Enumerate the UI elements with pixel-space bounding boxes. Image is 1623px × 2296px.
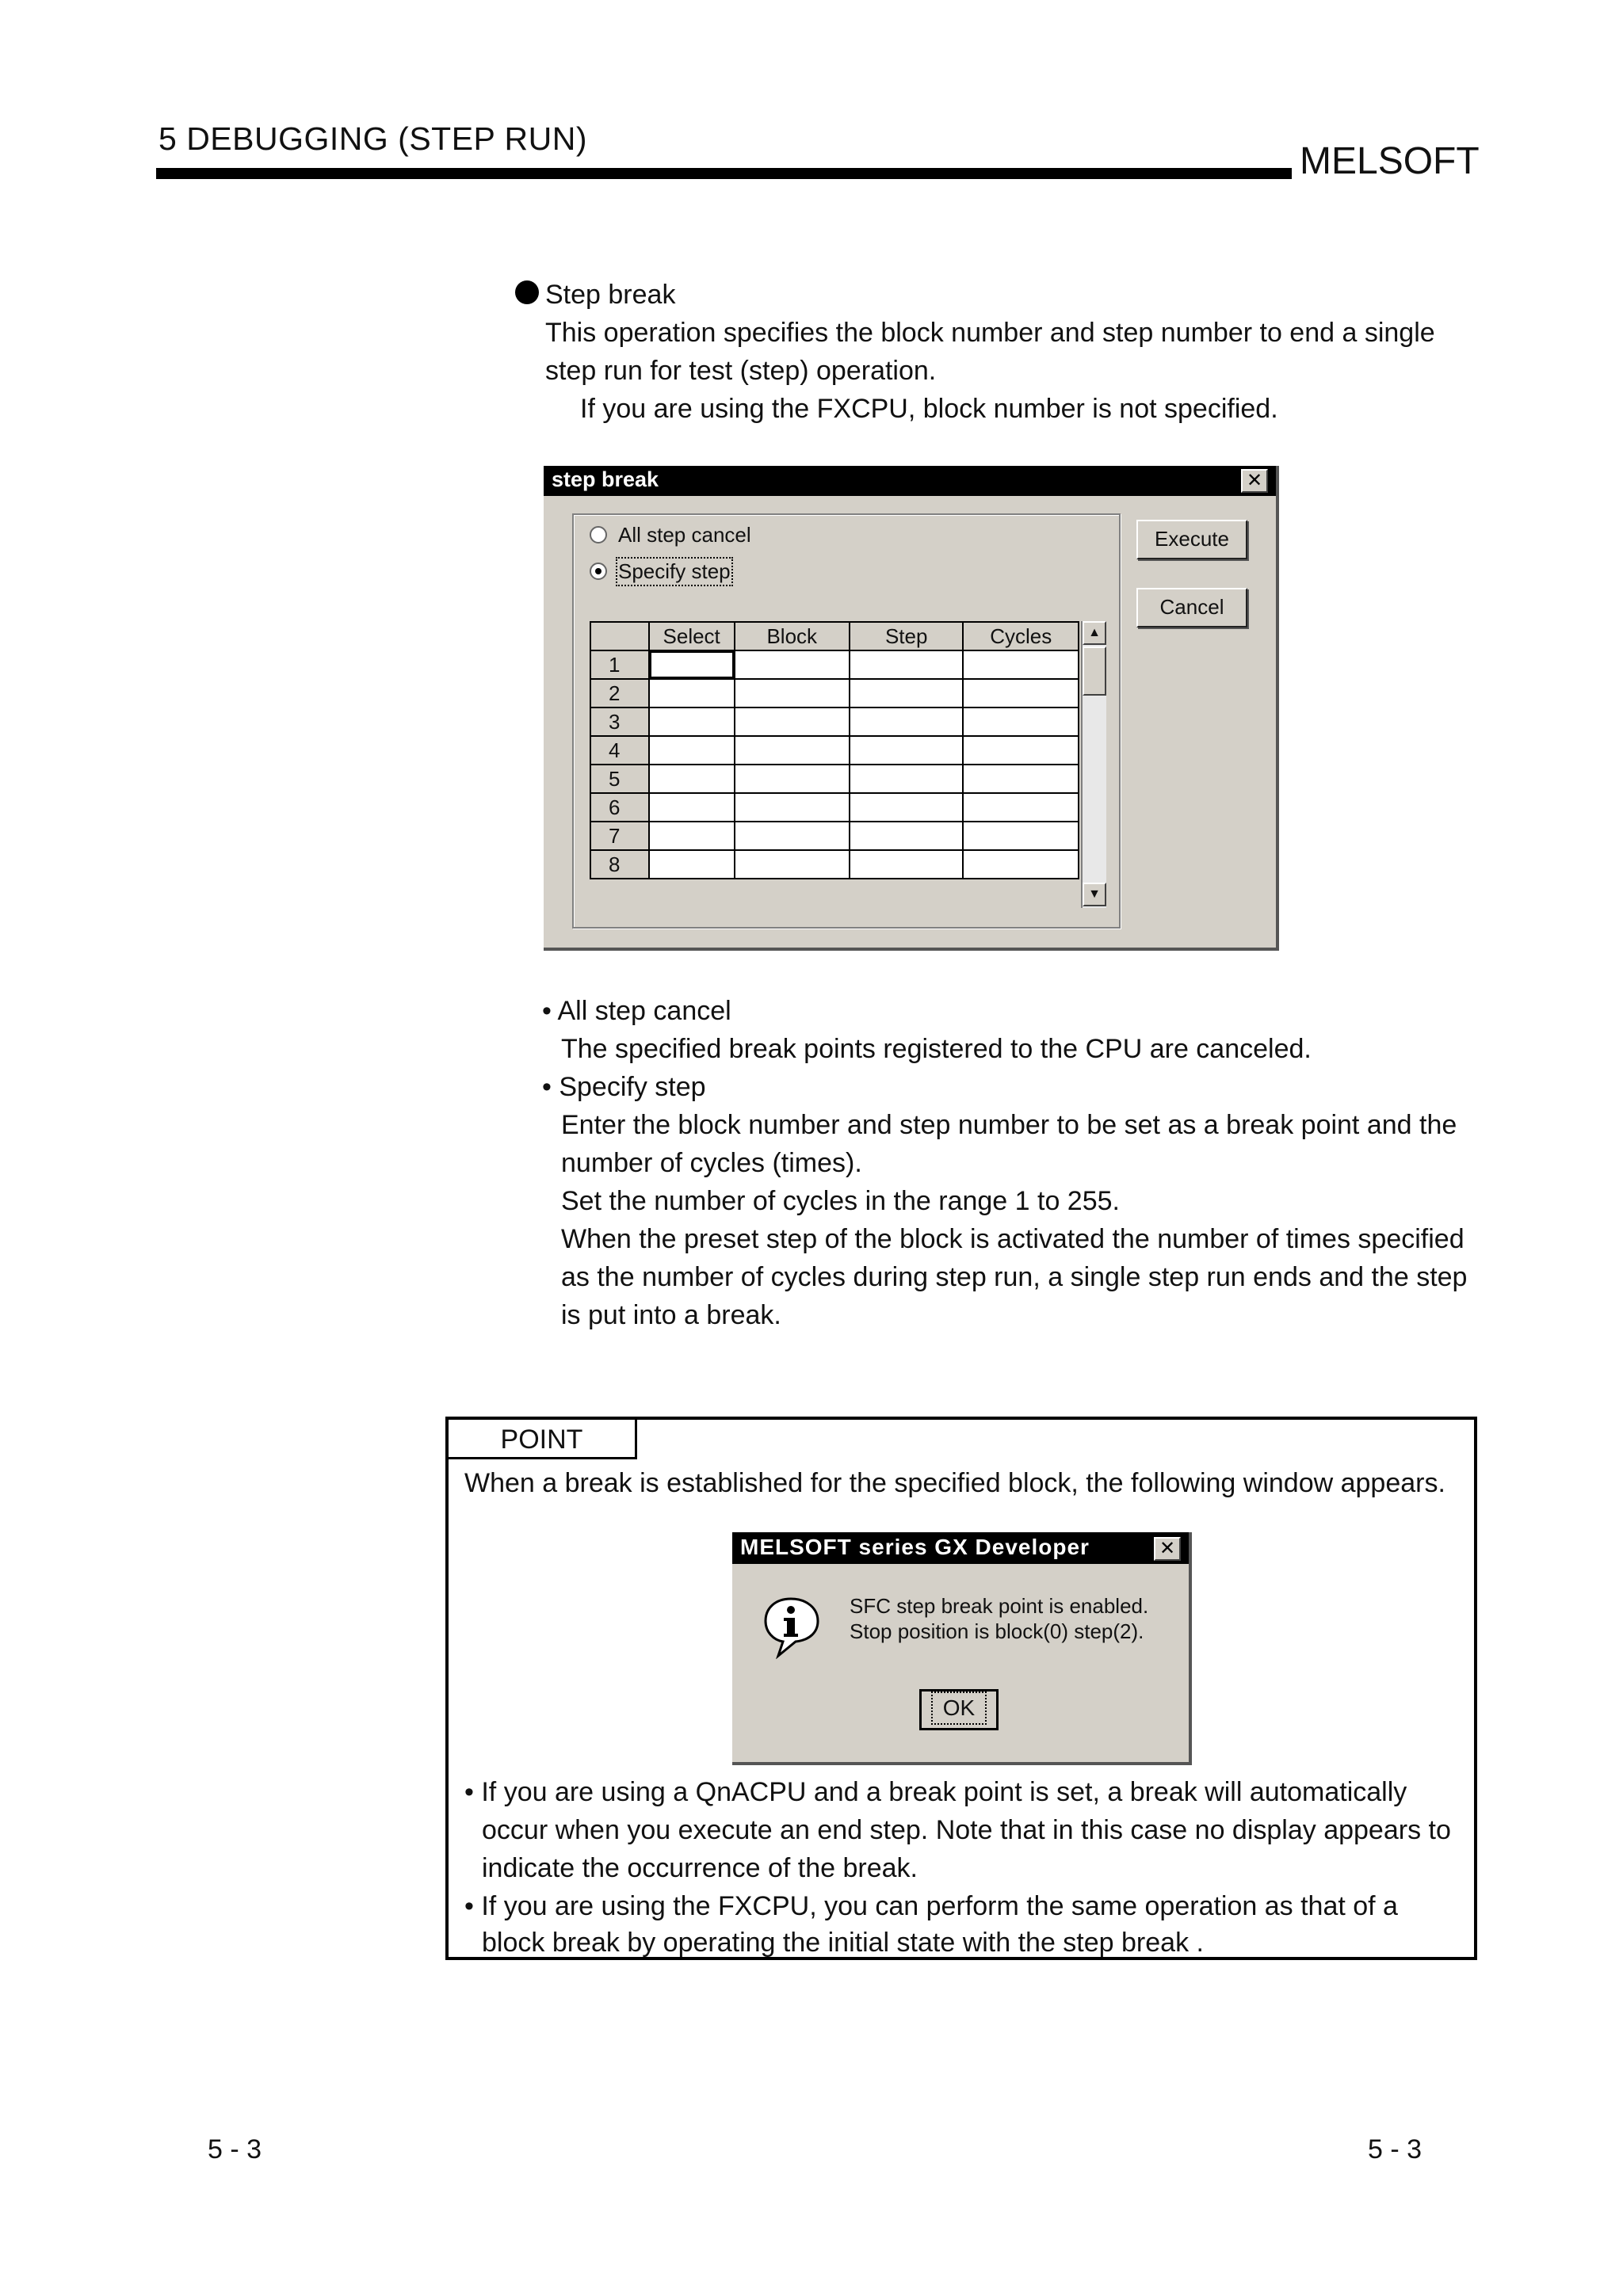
cycles-cell[interactable] [963, 850, 1079, 879]
block-cell[interactable] [735, 650, 850, 679]
point-p1-line3: indicate the occurrence of the break. [482, 1853, 918, 1883]
row-number: 4 [590, 736, 649, 765]
ok-button[interactable] [919, 1689, 999, 1730]
scroll-up-icon[interactable]: ▲ [1083, 621, 1106, 645]
table-row [590, 679, 1079, 707]
block-cell[interactable] [735, 736, 850, 765]
block-cell[interactable] [735, 765, 850, 793]
gx-developer-dialog [732, 1532, 1192, 1765]
row-number: 5 [590, 765, 649, 793]
page-number-left: 5 - 3 [208, 2134, 262, 2164]
radio-specify-step[interactable] [590, 563, 607, 580]
bullet-specify-step: • Specify step [542, 1072, 706, 1102]
corner-cell [590, 622, 649, 650]
cycles-cell[interactable] [963, 793, 1079, 822]
step-cell[interactable] [850, 736, 963, 765]
bullet-specify-step-line5: as the number of cycles during step run, a single step run ends and the step [561, 1262, 1468, 1292]
page-number-right: 5 - 3 [1368, 2134, 1423, 2164]
header-rule [156, 168, 1292, 179]
select-cell[interactable] [649, 650, 735, 679]
select-cell[interactable] [649, 822, 735, 850]
table-row [590, 707, 1079, 736]
row-number: 7 [590, 822, 649, 850]
msg-title: MELSOFT series GX Developer [740, 1535, 1090, 1559]
cycles-cell[interactable] [963, 679, 1079, 707]
step-break-dialog [544, 466, 1279, 951]
table-row [590, 793, 1079, 822]
cycles-cell[interactable] [963, 765, 1079, 793]
point-p2-line2: block break by operating the initial state with the step break . [482, 1928, 1204, 1958]
block-cell[interactable] [735, 793, 850, 822]
column-header-block[interactable]: Block [735, 622, 850, 650]
select-cell[interactable] [649, 679, 735, 707]
row-number: 2 [590, 679, 649, 707]
cycles-cell[interactable] [963, 822, 1079, 850]
select-cell[interactable] [649, 793, 735, 822]
ok-label: OK [934, 1694, 984, 1722]
row-number: 1 [590, 650, 649, 679]
table-row [590, 765, 1079, 793]
select-cell[interactable] [649, 736, 735, 765]
point-intro: When a break is established for the specified block, the following window appears. [464, 1468, 1445, 1498]
column-header-cycles[interactable]: Cycles [963, 622, 1079, 650]
table-row [590, 650, 1079, 679]
bullet-specify-step-line2: number of cycles (times). [561, 1148, 862, 1178]
point-p1-line2: occur when you execute an end step. Note that in this case no display appears to [482, 1815, 1451, 1845]
dialog-titlebar [544, 466, 1276, 496]
radio-all-step-cancel-label: All step cancel [618, 523, 751, 547]
point-label: POINT [449, 1420, 637, 1459]
column-header-select[interactable]: Select [649, 622, 735, 650]
step-table [590, 621, 1079, 879]
bullet-specify-step-line4: When the preset step of the block is activated the number of times specified [561, 1224, 1465, 1254]
step-cell[interactable] [850, 793, 963, 822]
column-header-step[interactable]: Step [850, 622, 963, 650]
section-desc-line1: This operation specifies the block number and step number to end a single [545, 318, 1435, 348]
cancel-button[interactable]: Cancel [1136, 588, 1247, 627]
bullet-all-step-cancel: • All step cancel [542, 996, 731, 1026]
radio-specify-step-label: Specify step [618, 559, 731, 583]
block-cell[interactable] [735, 707, 850, 736]
section-desc-line2: step run for test (step) operation. [545, 356, 937, 386]
bullet-all-step-cancel-desc: The specified break points registered to the CPU are canceled. [561, 1034, 1312, 1064]
cycles-cell[interactable] [963, 650, 1079, 679]
brand-name: MELSOFT [1300, 140, 1480, 182]
select-cell[interactable] [649, 707, 735, 736]
cycles-cell[interactable] [963, 736, 1079, 765]
step-cell[interactable] [850, 822, 963, 850]
msg-line1: SFC step break point is enabled. [850, 1594, 1149, 1618]
step-cell[interactable] [850, 650, 963, 679]
section-title: Step break [545, 280, 676, 310]
table-header-row [590, 622, 1079, 650]
table-row [590, 736, 1079, 765]
scroll-down-icon[interactable]: ▼ [1083, 883, 1106, 906]
close-icon[interactable]: ✕ [1154, 1537, 1181, 1561]
table-row [590, 822, 1079, 850]
bullet-dot [515, 280, 539, 304]
step-cell[interactable] [850, 679, 963, 707]
bullet-specify-step-line6: is put into a break. [561, 1300, 781, 1330]
block-cell[interactable] [735, 850, 850, 879]
row-number: 8 [590, 850, 649, 879]
msg-line2: Stop position is block(0) step(2). [850, 1619, 1144, 1643]
select-cell[interactable] [649, 765, 735, 793]
point-p1-line1: • If you are using a QnACPU and a break point is set, a break will automatically [464, 1777, 1407, 1807]
info-icon [761, 1596, 821, 1659]
step-cell[interactable] [850, 707, 963, 736]
block-cell[interactable] [735, 822, 850, 850]
select-cell[interactable] [649, 850, 735, 879]
chapter-title: 5 DEBUGGING (STEP RUN) [158, 120, 588, 157]
block-cell[interactable] [735, 679, 850, 707]
dialog-title: step break [552, 467, 659, 491]
close-icon[interactable]: ✕ [1241, 469, 1268, 493]
scroll-thumb[interactable] [1083, 646, 1106, 696]
step-cell[interactable] [850, 850, 963, 879]
msg-titlebar [732, 1532, 1189, 1564]
bullet-specify-step-line3: Set the number of cycles in the range 1 to 255. [561, 1186, 1120, 1216]
radio-all-step-cancel[interactable] [590, 526, 607, 543]
cycles-cell[interactable] [963, 707, 1079, 736]
section-note: If you are using the FXCPU, block number is not specified. [580, 394, 1278, 424]
row-number: 3 [590, 707, 649, 736]
table-scrollbar[interactable] [1081, 621, 1106, 908]
step-cell[interactable] [850, 765, 963, 793]
point-p2-line1: • If you are using the FXCPU, you can perform the same operation as that of a [464, 1891, 1398, 1921]
row-number: 6 [590, 793, 649, 822]
step-groupbox [572, 513, 1121, 929]
execute-button[interactable]: Execute [1136, 520, 1247, 559]
table-row [590, 850, 1079, 879]
bullet-specify-step-line1: Enter the block number and step number to be set as a break point and the [561, 1110, 1457, 1140]
